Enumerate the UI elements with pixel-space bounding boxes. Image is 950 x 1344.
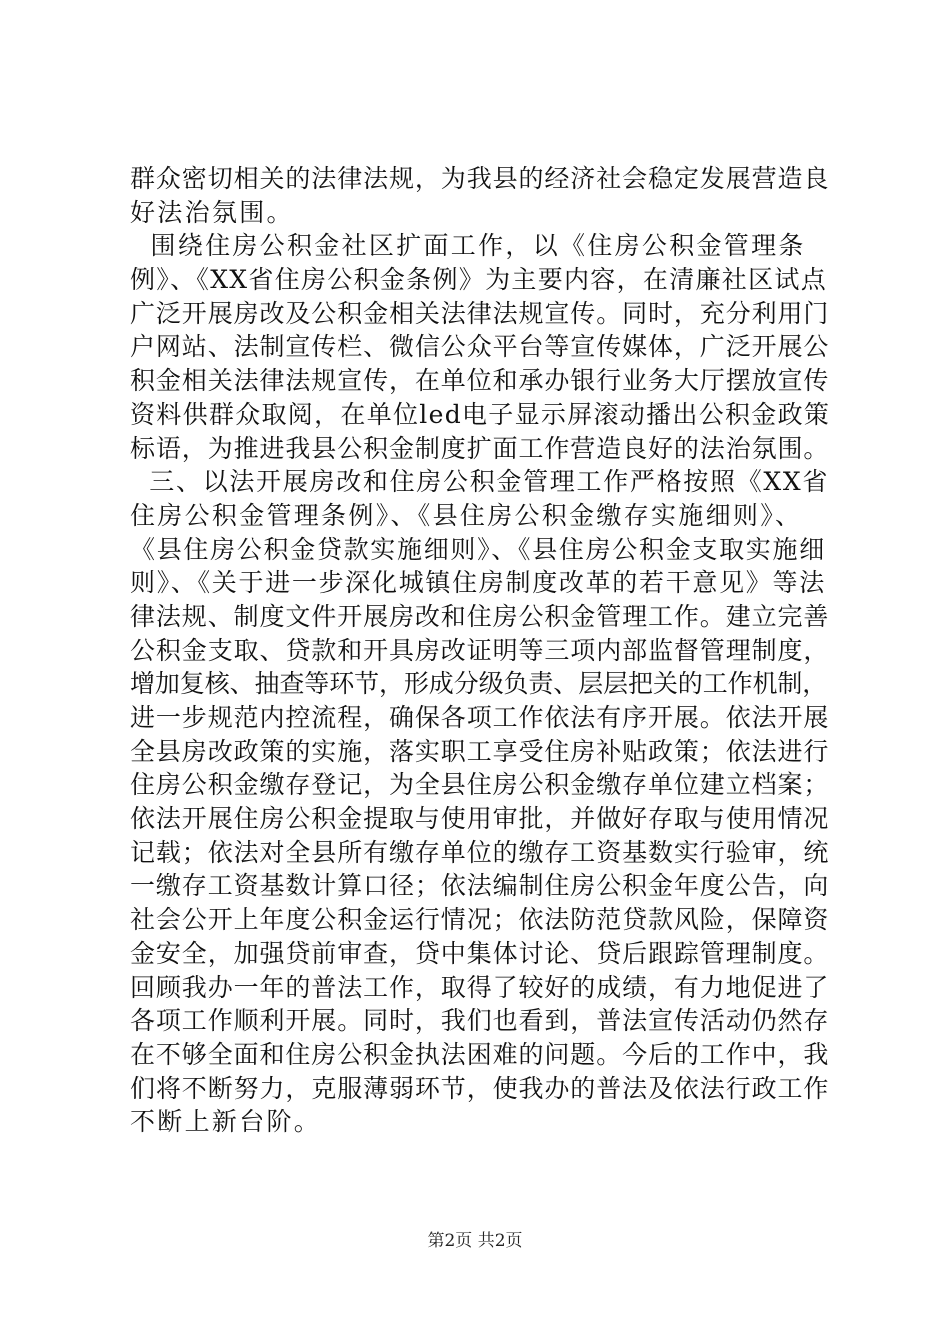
text-line: 资料供群众取阅，在单位led电子显示屏滚动播出公积金政策 [130, 399, 831, 429]
text-line: 好法治氛围。 [130, 197, 294, 227]
text-line: 们将不断努力，克服薄弱环节，使我办的普法及依法行政工作 [130, 1073, 830, 1103]
text-line: 一缴存工资基数计算口径；依法编制住房公积金年度公告，向 [130, 871, 830, 901]
text-line: 广泛开展房改及公积金相关法律法规宣传。同时，充分利用门 [130, 298, 830, 328]
text-line: 住房公积金管理条例》、《县住房公积金缴存实施细则》、 [130, 500, 803, 530]
text-line: 进一步规范内控流程，确保各项工作依法有序开展。依法开展 [130, 703, 830, 732]
text-line: 《县住房公积金贷款实施细则》、《县住房公积金支取实施细 [130, 534, 826, 564]
document-body [130, 162, 830, 1139]
text-line: 例》、《XX省住房公积金条例》为主要内容，在清廉社区试点 [130, 265, 827, 295]
text-line: 增加复核、抽查等环节，形成分级负责、层层把关的工作机制， [130, 669, 828, 699]
text-line: 依法开展住房公积金提取与使用审批，并做好存取与使用情况 [130, 804, 830, 834]
text-line: 回顾我办一年的普法工作，取得了较好的成绩，有力地促进了 [130, 972, 830, 1002]
text-line: 在不够全面和住房公积金执法困难的问题。今后的工作中，我 [130, 1039, 830, 1069]
text-line: 金安全，加强贷前审查，贷中集体讨论、贷后跟踪管理制度。 [130, 938, 830, 968]
text-line: 标语，为推进我县公积金制度扩面工作营造良好的法治氛围。 [130, 433, 830, 463]
text-line: 社会公开上年度公积金运行情况；依法防范贷款风险，保障资 [130, 905, 830, 935]
page-footer: 第2页 共2页 [427, 1231, 523, 1251]
text-line: 积金相关法律法规宣传，在单位和承办银行业务大厅摆放宣传 [130, 366, 830, 396]
text-line: 公积金支取、贷款和开具房改证明等三项内部监督管理制度， [130, 635, 830, 665]
text-line: 围绕住房公积金社区扩面工作，以《住房公积金管理条 [130, 231, 806, 261]
text-line: 全县房改政策的实施，落实职工享受住房补贴政策；依法进行 [130, 736, 830, 766]
text-line: 户网站、法制宣传栏、微信公众平台等宣传媒体，广泛开展公 [130, 332, 830, 362]
text-line: 住房公积金缴存登记，为全县住房公积金缴存单位建立档案； [130, 770, 830, 800]
text-line: 记载；依法对全县所有缴存单位的缴存工资基数实行验审，统 [130, 837, 830, 867]
text-line: 三、以法开展房改和住房公积金管理工作严格按照《XX省 [130, 467, 830, 497]
text-line: 群众密切相关的法律法规，为我县的经济社会稳定发展营造良 [130, 164, 830, 193]
text-line: 律法规、制度文件开展房改和住房公积金管理工作。建立完善 [130, 601, 830, 631]
text-line: 各项工作顺利开展。同时，我们也看到，普法宣传活动仍然存 [130, 1006, 830, 1036]
text-line: 不断上新台阶。 [130, 1107, 322, 1137]
text-line: 则》、《关于进一步深化城镇住房制度改革的若干意见》等法 [130, 568, 826, 598]
